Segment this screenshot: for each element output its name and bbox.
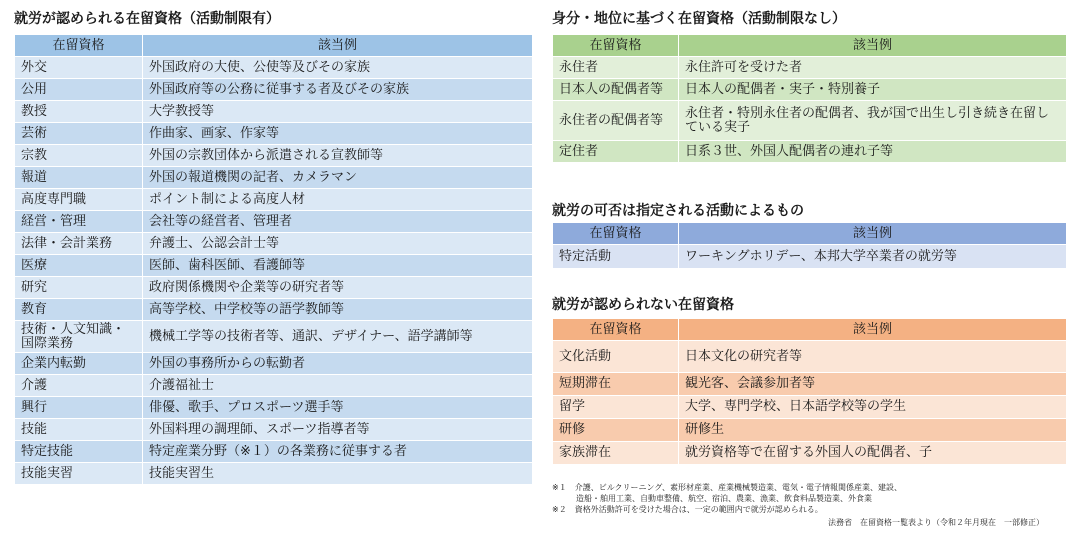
example-cell: 俳優、歌手、プロスポーツ選手等: [143, 397, 533, 419]
example-cell: 日本文化の研究者等: [679, 341, 1067, 373]
example-cell: ワーキングホリデー、本邦大学卒業者の就労等: [679, 245, 1067, 269]
status-cell: 公用: [15, 79, 143, 101]
table-row: [15, 419, 533, 441]
footnote-2: ※２ 資格外活動許可を受けた場合は、一定の範囲内で就労が認められる。: [552, 505, 823, 514]
table-row: [553, 396, 1067, 419]
example-cell: 技能実習生: [143, 463, 533, 485]
status-cell: 教育: [15, 299, 143, 321]
footnote-1-line-2: 造船・舶用工業、自動車整備、航空、宿泊、農業、漁業、飲食料品製造業、外食業: [552, 494, 872, 503]
example-cell: 作曲家、画家、作家等: [143, 123, 533, 145]
table-row: [553, 141, 1067, 163]
status-cell: 介護: [15, 375, 143, 397]
header-status: 在留資格: [553, 319, 679, 341]
status-cell: 芸術: [15, 123, 143, 145]
status-cell: 日本人の配偶者等: [553, 79, 679, 101]
table-row: [553, 245, 1067, 269]
header-example: 該当例: [679, 35, 1067, 57]
example-cell: 機械工学等の技術者等、通訳、デザイナー、語学講師等: [143, 321, 533, 353]
example-cell: 外国政府等の公務に従事する者及びその家族: [143, 79, 533, 101]
example-cell: 永住許可を受けた者: [679, 57, 1067, 79]
table-row: [15, 123, 533, 145]
green-section-title: 身分・地位に基づく在留資格（活動制限なし）: [552, 11, 846, 27]
table-row: [15, 167, 533, 189]
status-cell: 短期滞在: [553, 373, 679, 396]
example-cell: 政府関係機関や企業等の研究者等: [143, 277, 533, 299]
header-status: 在留資格: [15, 35, 143, 57]
example-cell: 医師、歯科医師、看護師等: [143, 255, 533, 277]
status-cell: 研究: [15, 277, 143, 299]
header-example: 該当例: [679, 223, 1067, 245]
table-row: [15, 299, 533, 321]
table-header-row: [553, 319, 1067, 341]
status-cell: 技術・人文知識・国際業務: [15, 321, 143, 353]
status-cell: 永住者の配偶者等: [553, 101, 679, 141]
table-row: [553, 373, 1067, 396]
status-cell: 報道: [15, 167, 143, 189]
example-cell: 外国の宗教団体から派遣される宣教師等: [143, 145, 533, 167]
example-cell: 特定産業分野（※１）の各業務に従事する者: [143, 441, 533, 463]
status-cell: 特定活動: [553, 245, 679, 269]
status-cell: 定住者: [553, 141, 679, 163]
source-citation: 法務省 在留資格一覧表より（令和２年月現在 一部修正）: [828, 518, 1044, 527]
footnotes: [552, 482, 902, 515]
status-cell: 興行: [15, 397, 143, 419]
table-row: [15, 233, 533, 255]
table-row: [15, 79, 533, 101]
example-cell: 介護福祉士: [143, 375, 533, 397]
header-status: 在留資格: [553, 223, 679, 245]
status-cell: 技能実習: [15, 463, 143, 485]
table-header-row: [553, 223, 1067, 245]
table-row: [553, 101, 1067, 141]
example-cell: 高等学校、中学校等の語学教師等: [143, 299, 533, 321]
header-example: 該当例: [679, 319, 1067, 341]
table-row: [553, 341, 1067, 373]
example-cell: 大学、専門学校、日本語学校等の学生: [679, 396, 1067, 419]
example-cell: ポイント制による高度人材: [143, 189, 533, 211]
example-cell: 外国料理の調理師、スポーツ指導者等: [143, 419, 533, 441]
table-header-row: [553, 35, 1067, 57]
table-row: [15, 441, 533, 463]
status-cell: 外交: [15, 57, 143, 79]
header-status: 在留資格: [553, 35, 679, 57]
example-cell: 研修生: [679, 419, 1067, 442]
example-cell: 観光客、会議参加者等: [679, 373, 1067, 396]
table-row: [15, 101, 533, 123]
example-cell: 大学教授等: [143, 101, 533, 123]
example-cell: 永住者・特別永住者の配偶者、我が国で出生し引き続き在留している実子: [679, 101, 1067, 141]
table-row: [15, 463, 533, 485]
footnote-1-line-1: ※１ 介護、ビルクリーニング、素形材産業、産業機械製造業、電気・電子情報関係産業、建設、: [552, 483, 903, 492]
table-row: [15, 189, 533, 211]
designated-activity-table: [552, 222, 1067, 269]
table-row: [553, 57, 1067, 79]
status-cell: 高度専門職: [15, 189, 143, 211]
left-status-table: [14, 34, 533, 485]
table-row: [553, 442, 1067, 465]
status-cell: 教授: [15, 101, 143, 123]
table-row: [15, 145, 533, 167]
status-cell: 永住者: [553, 57, 679, 79]
example-cell: 日系３世、外国人配偶者の連れ子等: [679, 141, 1067, 163]
table-row: [15, 375, 533, 397]
table-row: [15, 277, 533, 299]
example-cell: 外国の報道機関の記者、カメラマン: [143, 167, 533, 189]
table-row: [15, 397, 533, 419]
status-cell: 企業内転勤: [15, 353, 143, 375]
table-row: [553, 419, 1067, 442]
no-work-status-table: [552, 318, 1067, 465]
status-cell: 家族滞在: [553, 442, 679, 465]
table-header-row: [15, 35, 533, 57]
left-section-title: 就労が認められる在留資格（活動制限有）: [14, 11, 280, 27]
status-based-table: [552, 34, 1067, 163]
no-work-section-title: 就労が認められない在留資格: [552, 297, 734, 313]
example-cell: 外国の事務所からの転勤者: [143, 353, 533, 375]
status-cell: 法律・会計業務: [15, 233, 143, 255]
example-cell: 外国政府の大使、公使等及びその家族: [143, 57, 533, 79]
status-cell: 技能: [15, 419, 143, 441]
status-cell: 特定技能: [15, 441, 143, 463]
status-cell: 宗教: [15, 145, 143, 167]
status-cell: 文化活動: [553, 341, 679, 373]
table-row: [15, 321, 533, 353]
status-cell: 経営・管理: [15, 211, 143, 233]
table-row: [15, 57, 533, 79]
table-row: [15, 211, 533, 233]
example-cell: 就労資格等で在留する外国人の配偶者、子: [679, 442, 1067, 465]
table-row: [15, 255, 533, 277]
example-cell: 弁護士、公認会計士等: [143, 233, 533, 255]
header-example: 該当例: [143, 35, 533, 57]
table-row: [15, 353, 533, 375]
table-row: [553, 79, 1067, 101]
status-cell: 医療: [15, 255, 143, 277]
example-cell: 会社等の経営者、管理者: [143, 211, 533, 233]
designated-section-title: 就労の可否は指定される活動によるもの: [552, 203, 804, 219]
status-cell: 留学: [553, 396, 679, 419]
example-cell: 日本人の配偶者・実子・特別養子: [679, 79, 1067, 101]
status-cell: 研修: [553, 419, 679, 442]
